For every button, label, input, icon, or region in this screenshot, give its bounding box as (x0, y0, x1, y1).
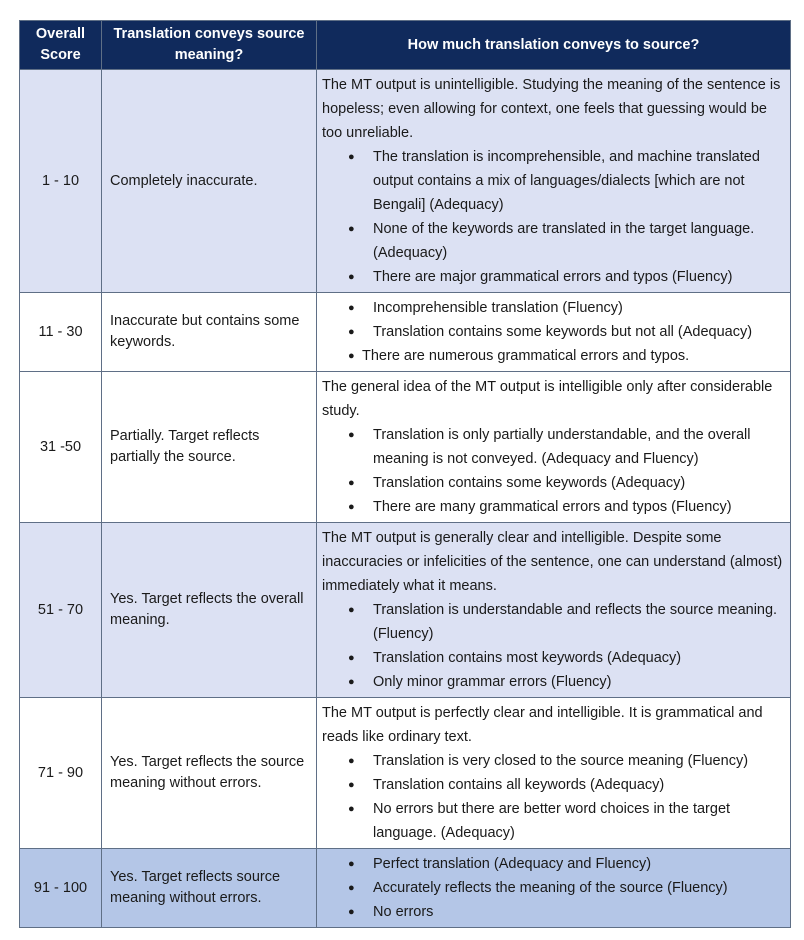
description-intro: The MT output is generally clear and intelligible. Despite some inaccuracies or infelicities of the sentence, one can understand (almost) immediately what it means. (322, 530, 783, 594)
description-intro: The MT output is perfectly clear and intelligible. It is grammatical and reads like ordinary text. (322, 705, 763, 745)
score-rubric-table (19, 20, 791, 928)
table-row (20, 523, 791, 698)
description-cell (317, 293, 791, 372)
criteria-item: ● No errors but there are better word choices in the target language. (Adequacy) (322, 797, 784, 845)
criteria-item: ● Perfect translation (Adequacy and Fluency) (322, 852, 784, 876)
header-conveys-meaning: Translation conveys source meaning? (102, 21, 317, 70)
description-cell (317, 698, 791, 849)
criteria-item: ● There are major grammatical errors and typos (Fluency) (322, 265, 784, 289)
criteria-item: ● Translation contains most keywords (Adequacy) (322, 646, 784, 670)
criteria-item: ● There are numerous grammatical errors and typos. (322, 344, 784, 368)
criteria-item: ● The translation is incomprehensible, and machine translated output contains a mix of languages/dialects [which are not Bengali] (Adequacy) (322, 145, 784, 217)
criteria-item: ● Accurately reflects the meaning of the source (Fluency) (322, 876, 784, 900)
header-row (20, 21, 791, 70)
conveys-cell: Completely inaccurate. (102, 70, 317, 293)
table-row (20, 293, 791, 372)
criteria-list (322, 423, 784, 519)
description-cell (317, 372, 791, 523)
table-row (20, 849, 791, 928)
conveys-cell: Partially. Target reflects partially the source. (102, 372, 317, 523)
table-row (20, 698, 791, 849)
criteria-list (322, 749, 784, 845)
criteria-list (322, 598, 784, 694)
criteria-item: ● Translation contains some keywords (Adequacy) (322, 471, 784, 495)
header-how-much: How much translation conveys to source? (317, 21, 791, 70)
score-cell: 91 - 100 (20, 849, 102, 928)
criteria-item: ● Translation contains some keywords but not all (Adequacy) (322, 320, 784, 344)
criteria-item: ● There are many grammatical errors and typos (Fluency) (322, 495, 784, 519)
criteria-list (322, 296, 784, 368)
table-row (20, 372, 791, 523)
description-intro: The MT output is unintelligible. Studying the meaning of the sentence is hopeless; even allowing for context, one feels that guessing would be too unreliable. (322, 77, 781, 141)
score-cell: 51 - 70 (20, 523, 102, 698)
criteria-item: ● Translation is understandable and reflects the source meaning. (Fluency) (322, 598, 784, 646)
criteria-item: ● No errors (322, 900, 784, 924)
conveys-cell: Yes. Target reflects the source meaning without errors. (102, 698, 317, 849)
description-cell (317, 70, 791, 293)
score-cell: 31 -50 (20, 372, 102, 523)
criteria-list (322, 852, 784, 924)
criteria-item: ● Translation is only partially understandable, and the overall meaning is not conveyed. (Adequacy and Fluency) (322, 423, 784, 471)
criteria-item: ● Incomprehensible translation (Fluency) (322, 296, 784, 320)
description-intro: The general idea of the MT output is intelligible only after considerable study. (322, 379, 773, 419)
table-row (20, 70, 791, 293)
header-overall-score: Overall Score (20, 21, 102, 70)
criteria-item: ● Only minor grammar errors (Fluency) (322, 670, 784, 694)
score-cell: 71 - 90 (20, 698, 102, 849)
description-cell (317, 849, 791, 928)
score-cell: 1 - 10 (20, 70, 102, 293)
criteria-list (322, 145, 784, 289)
criteria-item: ● None of the keywords are translated in the target language. (Adequacy) (322, 217, 784, 265)
conveys-cell: Yes. Target reflects source meaning without errors. (102, 849, 317, 928)
score-cell: 11 - 30 (20, 293, 102, 372)
conveys-cell: Yes. Target reflects the overall meaning. (102, 523, 317, 698)
criteria-item: ● Translation is very closed to the source meaning (Fluency) (322, 749, 784, 773)
description-cell (317, 523, 791, 698)
criteria-item: ● Translation contains all keywords (Adequacy) (322, 773, 784, 797)
conveys-cell: Inaccurate but contains some keywords. (102, 293, 317, 372)
